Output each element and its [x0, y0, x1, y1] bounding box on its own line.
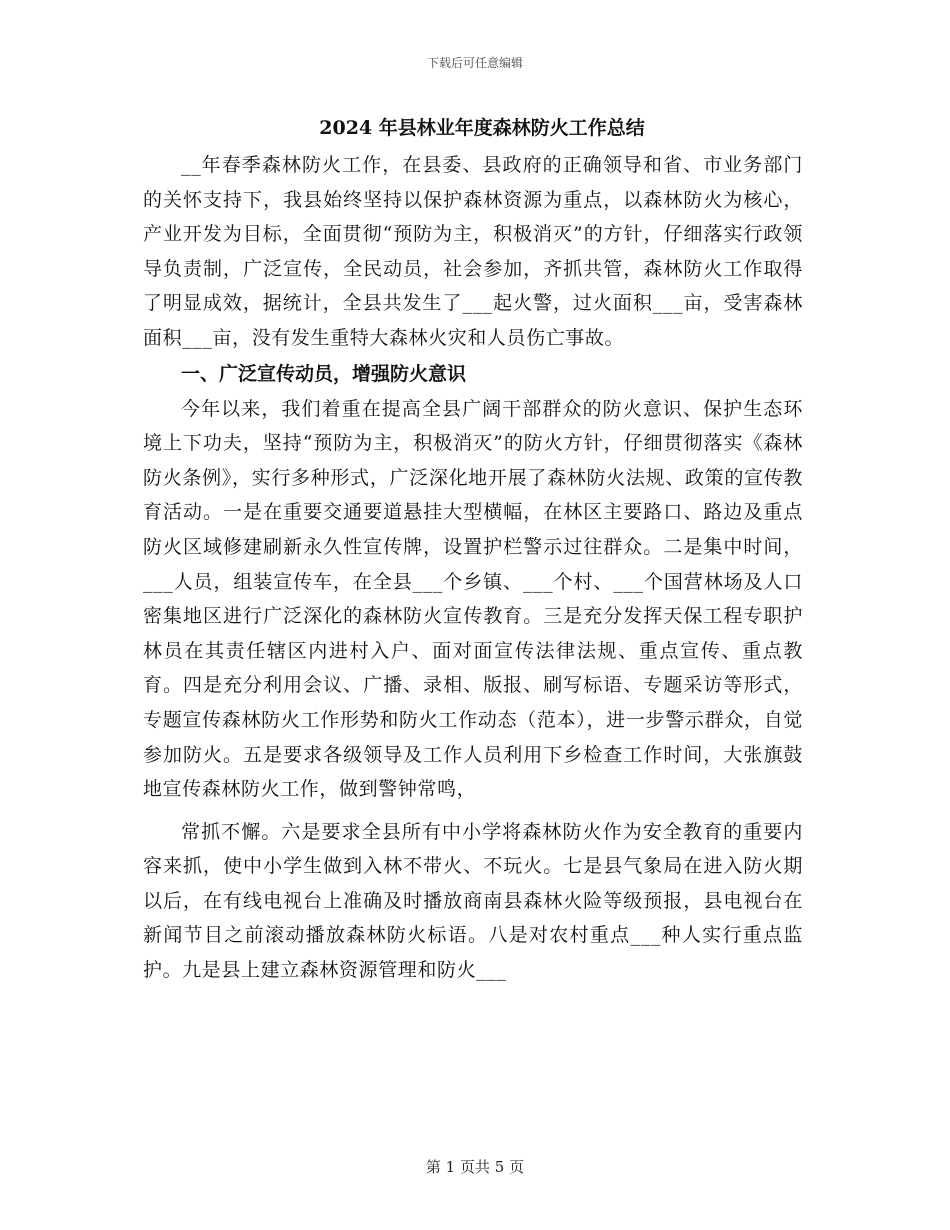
section-paragraph: 今年以来，我们着重在提高全县广阔干部群众的防火意识、保护生态环境上下功夫，坚持“预防为主，积极消灭”的防火方针，仔细贯彻落实《森林防火条例》，实行多种形式，广泛深化地开展了森林防火法规、政策的宣传教育活动。一是在重要交通要道悬挂大型横幅，在林区主要路口、路边及重点防火区域修建刷新永久性宣传牌，设置护栏警示过往群众。二是集中时间，___人员，组装宣传车，在全县___个乡镇、___个村、___个国营林场及人口密集地区进行广泛深化的森林防火宣传教育。三是充分发挥天保工程专职护林员在其责任辖区内进村入户、面对面宣传法律法规、重点宣传、重点教育。四是充分利用会议、广播、录相、版报、刷写标语、专题采访等形式，专题宣传森林防火工作形势和防火工作动态（范本），进一步警示群众，自觉参加防火。五是要求各级领导及工作人员利用下乡检查工作时间，大张旗鼓地宣传森林防火工作，做到警钟常鸣，	[143, 397, 803, 801]
intro-paragraph: __年春季森林防火工作，在县委、县政府的正确领导和省、市业务部门的关怀支持下，我县始终坚持以保护森林资源为重点，以森林防火为核心，产业开发为目标，全面贯彻“预防为主，积极消灭”的方针，仔细落实行政领导负责制，广泛宣传，全民动员，社会参加，齐抓共管，森林防火工作取得了明显成效，据统计，全县共发生了___起火警，过火面积___亩，受害森林面积___亩，没有发生重特大森林火灾和人员伤亡事故。	[143, 154, 803, 349]
document-body	[143, 108, 803, 988]
section-heading: 一、广泛宣传动员，增强防火意识	[181, 362, 467, 385]
page-footer: 第 1 页共 5 页	[425, 1158, 525, 1176]
section-paragraph-continued: 常抓不懈。六是要求全县所有中小学将森林防火作为安全教育的重要内容来抓，使中小学生做到入林不带火、不玩火。七是县气象局在进入防火期以后，在有线电视台上准确及时播放商南县森林火险等级预报，县电视台在新闻节目之前滚动播放森林防火标语。八是对农村重点___种人实行重点监护。九是县上建立森林资源管理和防火___	[143, 820, 803, 982]
page-header: 下载后可任意编辑	[426, 56, 523, 70]
document-title: 2024 年县林业年度森林防火工作总结	[319, 117, 645, 139]
paragraph-gap	[143, 807, 803, 815]
